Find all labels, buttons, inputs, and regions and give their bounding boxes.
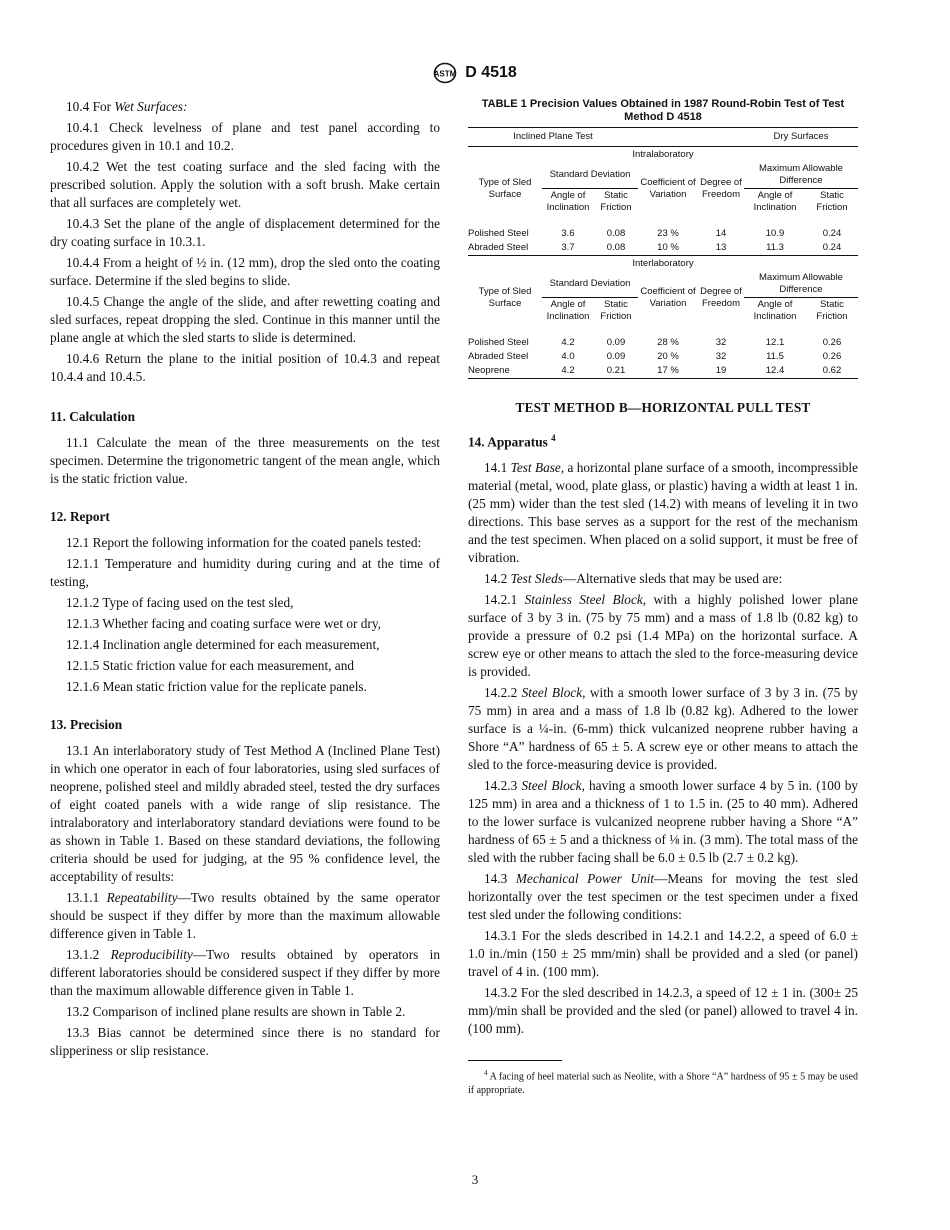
table1-sub-static: Static Friction [816, 190, 848, 213]
table-cell-value: 20 % [657, 351, 679, 362]
table-cell-value: 10.9 [765, 228, 785, 239]
para-14-2-2: 14.2.2 Steel Block, with a smooth lower surface of 3 by 3 in. (75 by 75 mm) in area and a mass of 1.8 lb (0.82 kg). Adhered to the lower surface is a ¼-in. (6-mm) thick vulcanized neoprene rubber having a Shore “A” hardness of 65 ± 5. A screw eye or other means to attach the sled to the force-measuring device is provided. [468, 685, 859, 773]
para-12-1: 12.1 Report the following information for the coated panels tested: [66, 535, 422, 550]
table-row [468, 364, 858, 379]
para-12-1-3: 12.1.3 Whether facing and coating surface were wet or dry, [66, 616, 381, 631]
footnote-ref: 4 [551, 433, 556, 443]
para-13-1: 13.1 An interlaboratory study of Test Method A (Inclined Plane Test) in which one operator in each of four laboratories, using sled surfaces of neoprene, polished steel and mildly abraded steel, tested the dry surfaces of eight coated panels with a wide range of slip resistance. The intralaboratory and interlaboratory standard deviations were found to be as shown in Table 1. Based on these standard deviations, the following criteria should be used for judging, at the 95 % confidence level, the acceptability of results: [50, 743, 440, 884]
table-cell-value: 0.24 [822, 228, 842, 239]
table1-sub-angle: Angle of Inclination [753, 190, 797, 213]
table-cell-value: 0.09 [606, 351, 626, 362]
table-cell-value: 11.5 [766, 351, 784, 362]
table-cell-value: 12.1 [765, 337, 785, 348]
para-14-3-2: 14.3.2 For the sled described in 14.2.3, a speed of 12 ± 1 in. (300± 25 mm)/min shall be provided and the sled (or panel) allowed to travel 4 in. (100 mm). [468, 985, 858, 1037]
table-cell-value: 0.26 [822, 351, 842, 362]
table1-col-type: Type of Sled Surface [478, 176, 532, 200]
para-14-2: 14.2 Test Sleds—Alternative sleds that may be used are: [484, 571, 783, 587]
table1-head-right: Dry Surfaces [744, 128, 858, 147]
table-cell-sled: Abraded Steel [468, 242, 529, 253]
table-cell-value: 11.3 [766, 242, 784, 253]
table-cell-value: 14 [715, 228, 727, 239]
table1-intra-label: Intralaboratory [468, 147, 858, 163]
para-10-4: 10.4 For Wet Surfaces: [66, 99, 188, 114]
table-row [468, 336, 858, 350]
table1-col-cov: Coefficient of Variation [640, 176, 696, 200]
para-14-3: 14.3 Mechanical Power Unit—Means for moving the test sled horizontally over the test specimen or the test specimen under a fixed test sled under the following conditions: [468, 871, 858, 923]
section-heading-report: 12. Report [50, 509, 110, 524]
method-b-heading: TEST METHOD B—HORIZONTAL PULL TEST [515, 400, 811, 415]
table1-inter-label: Interlaboratory [468, 256, 858, 272]
para-13-1-2: 13.1.2 Reproducibility—Two results obtained by operators in different laboratories should be considered suspect if they differ by more than the maximum allowable difference given in Table 1. [50, 947, 440, 998]
table1-precision [468, 127, 858, 379]
table1-col-type: Type of Sled Surface [478, 285, 532, 309]
page-header [0, 62, 950, 84]
para-10-4-2: 10.4.2 Wet the test coating surface and the sled facing with the prescribed solution. Apply the solution with a soft brush. Make certain that all surfaces are completely wet. [50, 159, 440, 210]
table1-col-sd: Standard Deviation [542, 162, 638, 189]
table1-sub-static: Static Friction [816, 299, 848, 322]
table-cell-value: 0.62 [806, 364, 858, 379]
table-row [468, 241, 858, 256]
table1-col-dof: Degree of Freedom [700, 285, 742, 309]
table-cell-sled: Polished Steel [468, 228, 529, 239]
table-cell-value: 4.0 [561, 351, 575, 362]
table-cell-value: 28 % [657, 337, 679, 348]
astm-logo-text: ASTM [433, 69, 457, 79]
table-cell-value: 0.26 [822, 337, 842, 348]
para-13-3: 13.3 Bias cannot be determined since there is no standard for slipperiness or slip resistance. [50, 1025, 440, 1058]
table-cell-sled: Neoprene [468, 364, 542, 379]
table1-col-mad: Maximum Allowable Difference [744, 162, 858, 189]
para-10-4-6: 10.4.6 Return the plane to the initial position of 10.4.3 and repeat 10.4.4 and 10.4.5. [50, 351, 440, 384]
para-12-1-5: 12.1.5 Static friction value for each measurement, and [66, 658, 354, 673]
footnote-divider [468, 1060, 562, 1061]
table1-head-left: Inclined Plane Test [468, 128, 638, 147]
table-row [468, 350, 858, 364]
table1-intra-rows [468, 227, 858, 256]
table1-col-cov: Coefficient of Variation [640, 285, 696, 309]
table-cell-value: 0.09 [606, 337, 626, 348]
table-cell-value: 3.6 [561, 228, 575, 239]
para-10-4-3: 10.4.3 Set the plane of the angle of displacement determined for the dry coating surface in 10.3.1. [50, 216, 440, 249]
para-11-1: 11.1 Calculate the mean of the three measurements on the test specimen. Determine the trigonometric tangent of the mean angle, which is the static friction value. [50, 435, 440, 486]
para-14-2-1: 14.2.1 Stainless Steel Block, with a highly polished lower plane surface of 3 by 3 in. (75 by 75 mm) and a mass of 1.8 lb (0.82 kg) to provide a pressure of 0.2 psi (1.4 MPa) on the horizontal surface. A screw eye or other means to attach the sled to the force-measuring device is provided. [468, 592, 858, 680]
left-column [50, 98, 440, 1063]
astm-logo-icon [433, 62, 457, 84]
para-10-4-4: 10.4.4 From a height of ½ in. (12 mm), drop the sled onto the coating surface. Determine if the sled begins to slide. [50, 255, 440, 288]
table-cell-value: 10 % [657, 242, 679, 253]
table-cell-value: 4.2 [542, 364, 594, 379]
table-cell-value: 4.2 [561, 337, 575, 348]
table1-col-mad: Maximum Allowable Difference [744, 271, 858, 298]
para-14-3-1: 14.3.1 For the sleds described in 14.2.1 and 14.2.2, a speed of 6.0 ± 1.0 in./min (150 ± 25 mm/min) shall be provided and a sled (or panel) travel of 4 in. (100 mm). [468, 928, 858, 980]
table-cell-value: 3.7 [561, 242, 575, 253]
table-cell-value: 32 [715, 337, 727, 348]
table-cell-value: 0.08 [606, 228, 626, 239]
table-cell-value: 19 [698, 364, 744, 379]
page-number: 3 [471, 1172, 479, 1187]
table-cell-value: 23 % [657, 228, 679, 239]
footnote: $^4$ A facing of heel material such as Neolite, with a Shore “A” hardness of 95 ± 5 may be used if appropriate. [468, 1069, 858, 1096]
table1-col-dof: Degree of Freedom [700, 176, 742, 200]
section-heading-precision: 13. Precision [50, 717, 123, 732]
table1-sub-angle: Angle of Inclination [753, 299, 797, 322]
table1-sub-angle: Angle of Inclination [546, 299, 590, 322]
table-cell-value: 32 [715, 351, 727, 362]
table-cell-value: 12.4 [744, 364, 806, 379]
document-code: D 4518 [465, 64, 517, 81]
para-12-1-1: 12.1.1 Temperature and humidity during curing and at the time of testing, [50, 556, 440, 589]
para-10-4-1: 10.4.1 Check levelness of plane and test panel according to procedures given in 10.1 and 10.2. [50, 120, 440, 153]
table1-sub-static: Static Friction [600, 190, 632, 213]
table-cell-value: 0.24 [822, 242, 842, 253]
section-heading-apparatus: 14. Apparatus $^4$ [468, 433, 556, 450]
para-13-1-1: 13.1.1 Repeatability—Two results obtained by the same operator should be suspect if they differ by more than the maximum allowable difference given in Table 1. [50, 890, 440, 941]
para-12-1-4: 12.1.4 Inclination angle determined for each measurement, [66, 637, 380, 652]
right-column [468, 98, 858, 1100]
para-10-4-5: 10.4.5 Change the angle of the slide, and after rewetting coating and sled surfaces, repeat dropping the sled. Continue in this manner until the plane angle at which the sled starts to slide is determined. [50, 294, 440, 345]
table1-sub-static: Static Friction [600, 299, 632, 322]
table-row [468, 227, 858, 241]
table1-sub-angle: Angle of Inclination [546, 190, 590, 213]
table-cell-value: 0.08 [606, 242, 626, 253]
para-14-1: 14.1 Test Base, a horizontal plane surface of a smooth, incompressible material (metal, wood, plate glass, or plastic) having a width at least 1 in. (25 mm) wider than the test sled (14.2) with means of leveling it in two directions. This base serves as a support for the rest of the mechanism and the test specimen. When placed on a solid support, it must be free of vibration. [468, 460, 859, 566]
para-12-1-6: 12.1.6 Mean static friction value for the replicate panels. [66, 679, 367, 694]
table1-col-sd: Standard Deviation [542, 271, 638, 298]
para-13-2: 13.2 Comparison of inclined plane results are shown in Table 2. [66, 1004, 406, 1019]
table-cell-sled: Abraded Steel [468, 351, 529, 362]
table-cell-value: 17 % [638, 364, 698, 379]
section-heading-calculation: 11. Calculation [50, 409, 135, 424]
para-12-1-2: 12.1.2 Type of facing used on the test sled, [66, 595, 294, 610]
table1-caption: TABLE 1 Precision Values Obtained in 1987 Round-Robin Test of Test Method D 4518 [481, 98, 845, 123]
para-14-2-3: 14.2.3 Steel Block, having a smooth lower surface 4 by 5 in. (100 by 125 mm) in area and a thickness of 1 to 1.5 in. (25 to 40 mm). Adhered to the lower surface is vulcanized neoprene rubber having a Shore “A” hardness of 65 ± 5 and a thickness of ⅛ in. (3 mm). The total mass of the sled with the rubber facing shall be 6.0 ± 0.5 lb (2.7 ± 0.2 kg). [468, 778, 858, 866]
table1-inter-rows [468, 336, 858, 379]
table-cell-value: 0.21 [594, 364, 638, 379]
table-cell-value: 13 [715, 242, 727, 253]
table-cell-sled: Polished Steel [468, 337, 529, 348]
